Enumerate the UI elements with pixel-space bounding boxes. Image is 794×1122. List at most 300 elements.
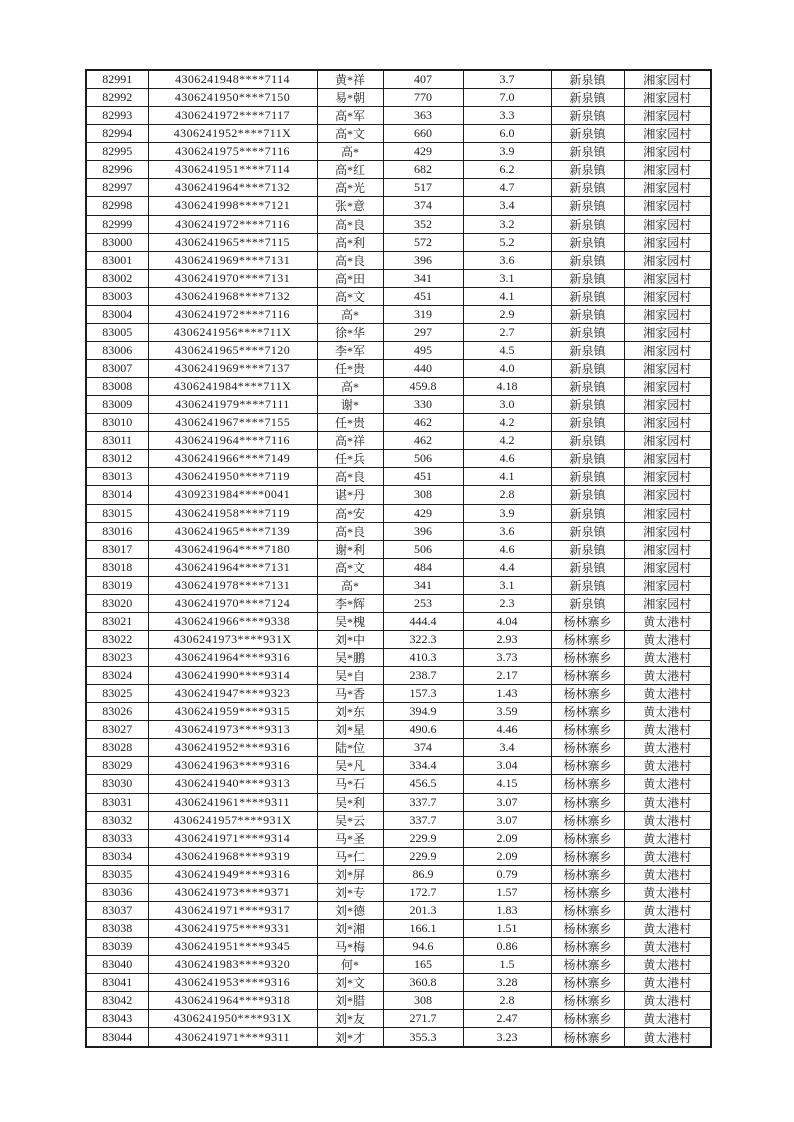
cell-id: 4306241973****9371 [148, 883, 317, 901]
cell-name: 高*良 [317, 251, 383, 269]
cell-town: 新泉镇 [551, 414, 624, 432]
cell-name: 任*贵 [317, 414, 383, 432]
cell-amount: 166.1 [383, 919, 463, 937]
cell-amount: 490.6 [383, 721, 463, 739]
cell-id: 4306241952****711X [148, 125, 317, 143]
cell-name: 谢* [317, 396, 383, 414]
table-row [86, 341, 711, 359]
cell-town: 新泉镇 [551, 269, 624, 287]
cell-id: 4306241990****9314 [148, 667, 317, 685]
cell-village: 湘家园村 [624, 107, 711, 125]
cell-area: 0.79 [463, 865, 551, 883]
cell-serial: 83001 [86, 251, 148, 269]
cell-town: 新泉镇 [551, 576, 624, 594]
cell-name: 谢*利 [317, 540, 383, 558]
cell-id: 4306241952****9316 [148, 739, 317, 757]
cell-area: 4.04 [463, 612, 551, 630]
cell-town: 新泉镇 [551, 107, 624, 125]
cell-serial: 83025 [86, 685, 148, 703]
table-row [86, 757, 711, 775]
cell-town: 杨林寨乡 [551, 793, 624, 811]
cell-serial: 83033 [86, 829, 148, 847]
cell-serial: 83044 [86, 1028, 148, 1047]
table-row [86, 287, 711, 305]
cell-serial: 83032 [86, 811, 148, 829]
cell-village: 湘家园村 [624, 143, 711, 161]
cell-name: 高*文 [317, 287, 383, 305]
cell-name: 李*辉 [317, 594, 383, 612]
cell-town: 杨林寨乡 [551, 721, 624, 739]
cell-name: 高*良 [317, 522, 383, 540]
cell-name: 高*田 [317, 269, 383, 287]
cell-town: 杨林寨乡 [551, 630, 624, 648]
cell-village: 湘家园村 [624, 287, 711, 305]
table-row [86, 630, 711, 648]
table-row [86, 70, 711, 89]
cell-serial: 83012 [86, 450, 148, 468]
table-row [86, 649, 711, 667]
cell-id: 4306241957****931X [148, 811, 317, 829]
cell-serial: 83021 [86, 612, 148, 630]
cell-id: 4306241969****7137 [148, 360, 317, 378]
table-row [86, 89, 711, 107]
cell-village: 湘家园村 [624, 215, 711, 233]
cell-area: 3.6 [463, 251, 551, 269]
cell-id: 4306241998****7121 [148, 197, 317, 215]
cell-serial: 82993 [86, 107, 148, 125]
cell-area: 4.46 [463, 721, 551, 739]
cell-amount: 462 [383, 432, 463, 450]
cell-name: 刘*德 [317, 901, 383, 919]
cell-amount: 506 [383, 540, 463, 558]
cell-name: 高* [317, 305, 383, 323]
cell-name: 吴*槐 [317, 612, 383, 630]
cell-amount: 396 [383, 522, 463, 540]
cell-serial: 83039 [86, 938, 148, 956]
cell-village: 湘家园村 [624, 251, 711, 269]
cell-amount: 157.3 [383, 685, 463, 703]
cell-village: 湘家园村 [624, 89, 711, 107]
cell-amount: 319 [383, 305, 463, 323]
cell-village: 黄太港村 [624, 811, 711, 829]
cell-serial: 83027 [86, 721, 148, 739]
cell-town: 新泉镇 [551, 558, 624, 576]
cell-area: 3.07 [463, 811, 551, 829]
cell-serial: 83041 [86, 974, 148, 992]
cell-village: 湘家园村 [624, 450, 711, 468]
cell-area: 4.5 [463, 341, 551, 359]
cell-town: 新泉镇 [551, 486, 624, 504]
cell-town: 新泉镇 [551, 305, 624, 323]
cell-serial: 83007 [86, 360, 148, 378]
cell-id: 4306241964****9316 [148, 649, 317, 667]
cell-town: 新泉镇 [551, 143, 624, 161]
cell-amount: 394.9 [383, 703, 463, 721]
cell-amount: 410.3 [383, 649, 463, 667]
table-row [86, 992, 711, 1010]
table-row [86, 865, 711, 883]
cell-village: 湘家园村 [624, 594, 711, 612]
cell-town: 新泉镇 [551, 378, 624, 396]
cell-town: 新泉镇 [551, 540, 624, 558]
cell-area: 4.15 [463, 775, 551, 793]
cell-town: 新泉镇 [551, 504, 624, 522]
cell-town: 杨林寨乡 [551, 919, 624, 937]
cell-serial: 83010 [86, 414, 148, 432]
cell-village: 黄太港村 [624, 956, 711, 974]
cell-town: 杨林寨乡 [551, 829, 624, 847]
cell-serial: 83035 [86, 865, 148, 883]
cell-serial: 83016 [86, 522, 148, 540]
table-row [86, 829, 711, 847]
table-row [86, 360, 711, 378]
cell-village: 湘家园村 [624, 378, 711, 396]
cell-town: 杨林寨乡 [551, 649, 624, 667]
cell-area: 2.93 [463, 630, 551, 648]
cell-village: 湘家园村 [624, 305, 711, 323]
cell-id: 4306241967****7155 [148, 414, 317, 432]
cell-amount: 308 [383, 992, 463, 1010]
cell-serial: 83006 [86, 341, 148, 359]
cell-area: 6.0 [463, 125, 551, 143]
table-row [86, 919, 711, 937]
cell-serial: 83040 [86, 956, 148, 974]
cell-village: 湘家园村 [624, 360, 711, 378]
cell-village: 黄太港村 [624, 775, 711, 793]
cell-serial: 82995 [86, 143, 148, 161]
cell-id: 4306241984****711X [148, 378, 317, 396]
cell-serial: 83000 [86, 233, 148, 251]
cell-serial: 83030 [86, 775, 148, 793]
cell-amount: 341 [383, 269, 463, 287]
cell-area: 3.1 [463, 576, 551, 594]
cell-amount: 337.7 [383, 811, 463, 829]
cell-name: 高* [317, 143, 383, 161]
cell-serial: 83005 [86, 323, 148, 341]
cell-amount: 660 [383, 125, 463, 143]
subsidy-table [85, 69, 712, 1048]
cell-town: 杨林寨乡 [551, 883, 624, 901]
cell-serial: 83003 [86, 287, 148, 305]
cell-amount: 271.7 [383, 1010, 463, 1028]
cell-amount: 451 [383, 287, 463, 305]
table-row [86, 612, 711, 630]
table-row [86, 233, 711, 251]
cell-amount: 440 [383, 360, 463, 378]
cell-village: 湘家园村 [624, 396, 711, 414]
table-row [86, 703, 711, 721]
cell-village: 湘家园村 [624, 522, 711, 540]
cell-village: 湘家园村 [624, 323, 711, 341]
cell-serial: 82994 [86, 125, 148, 143]
cell-amount: 456.5 [383, 775, 463, 793]
table-row [86, 974, 711, 992]
cell-serial: 83042 [86, 992, 148, 1010]
cell-area: 3.59 [463, 703, 551, 721]
cell-name: 刘*屏 [317, 865, 383, 883]
cell-amount: 352 [383, 215, 463, 233]
cell-village: 黄太港村 [624, 919, 711, 937]
cell-village: 湘家园村 [624, 125, 711, 143]
table-row [86, 323, 711, 341]
cell-amount: 94.6 [383, 938, 463, 956]
cell-serial: 83002 [86, 269, 148, 287]
cell-id: 4306241953****9316 [148, 974, 317, 992]
cell-amount: 444.4 [383, 612, 463, 630]
cell-name: 高*文 [317, 125, 383, 143]
cell-id: 4306241947****9323 [148, 685, 317, 703]
cell-name: 徐*华 [317, 323, 383, 341]
cell-id: 4306241948****7114 [148, 70, 317, 89]
cell-id: 4306241961****9311 [148, 793, 317, 811]
cell-area: 1.57 [463, 883, 551, 901]
cell-town: 杨林寨乡 [551, 757, 624, 775]
cell-serial: 83026 [86, 703, 148, 721]
cell-id: 4309231984****0041 [148, 486, 317, 504]
cell-town: 新泉镇 [551, 323, 624, 341]
cell-village: 湘家园村 [624, 269, 711, 287]
cell-id: 4306241950****7150 [148, 89, 317, 107]
cell-area: 5.2 [463, 233, 551, 251]
cell-town: 杨林寨乡 [551, 938, 624, 956]
cell-amount: 330 [383, 396, 463, 414]
cell-amount: 429 [383, 143, 463, 161]
cell-area: 1.43 [463, 685, 551, 703]
cell-id: 4306241972****7116 [148, 215, 317, 233]
cell-town: 新泉镇 [551, 468, 624, 486]
cell-area: 1.5 [463, 956, 551, 974]
cell-town: 新泉镇 [551, 287, 624, 305]
table-row [86, 396, 711, 414]
cell-area: 3.28 [463, 974, 551, 992]
cell-village: 湘家园村 [624, 161, 711, 179]
cell-village: 黄太港村 [624, 649, 711, 667]
table-row [86, 504, 711, 522]
cell-town: 新泉镇 [551, 341, 624, 359]
cell-name: 刘*东 [317, 703, 383, 721]
cell-id: 4306241968****9319 [148, 847, 317, 865]
cell-serial: 83009 [86, 396, 148, 414]
cell-amount: 484 [383, 558, 463, 576]
cell-village: 黄太港村 [624, 630, 711, 648]
table-row [86, 775, 711, 793]
table-row [86, 667, 711, 685]
cell-amount: 337.7 [383, 793, 463, 811]
cell-area: 6.2 [463, 161, 551, 179]
cell-name: 任*兵 [317, 450, 383, 468]
cell-town: 杨林寨乡 [551, 703, 624, 721]
cell-village: 湘家园村 [624, 540, 711, 558]
cell-id: 4306241951****7114 [148, 161, 317, 179]
cell-village: 黄太港村 [624, 992, 711, 1010]
cell-area: 3.04 [463, 757, 551, 775]
cell-name: 任*贵 [317, 360, 383, 378]
table-row [86, 143, 711, 161]
table-row [86, 811, 711, 829]
table-row [86, 1028, 711, 1047]
table-row [86, 956, 711, 974]
cell-village: 黄太港村 [624, 703, 711, 721]
cell-amount: 297 [383, 323, 463, 341]
cell-town: 新泉镇 [551, 161, 624, 179]
cell-id: 4306241971****9311 [148, 1028, 317, 1047]
cell-area: 2.47 [463, 1010, 551, 1028]
cell-area: 4.0 [463, 360, 551, 378]
cell-serial: 83014 [86, 486, 148, 504]
cell-serial: 83038 [86, 919, 148, 937]
cell-area: 4.6 [463, 450, 551, 468]
cell-town: 新泉镇 [551, 179, 624, 197]
cell-serial: 83017 [86, 540, 148, 558]
cell-id: 4306241964****7180 [148, 540, 317, 558]
cell-name: 马*梅 [317, 938, 383, 956]
cell-serial: 83020 [86, 594, 148, 612]
cell-area: 3.07 [463, 793, 551, 811]
table-row [86, 414, 711, 432]
cell-id: 4306241956****711X [148, 323, 317, 341]
table-row [86, 576, 711, 594]
cell-id: 4306241971****9314 [148, 829, 317, 847]
cell-area: 0.86 [463, 938, 551, 956]
cell-town: 杨林寨乡 [551, 775, 624, 793]
cell-serial: 83008 [86, 378, 148, 396]
cell-village: 湘家园村 [624, 233, 711, 251]
cell-name: 刘*中 [317, 630, 383, 648]
cell-town: 新泉镇 [551, 251, 624, 269]
cell-village: 湘家园村 [624, 197, 711, 215]
cell-amount: 495 [383, 341, 463, 359]
cell-area: 4.18 [463, 378, 551, 396]
cell-area: 3.0 [463, 396, 551, 414]
table-row [86, 847, 711, 865]
cell-name: 高*良 [317, 215, 383, 233]
cell-amount: 360.8 [383, 974, 463, 992]
cell-id: 4306241964****7132 [148, 179, 317, 197]
cell-amount: 229.9 [383, 829, 463, 847]
cell-town: 新泉镇 [551, 522, 624, 540]
table-row [86, 197, 711, 215]
cell-village: 湘家园村 [624, 341, 711, 359]
cell-name: 陆*位 [317, 739, 383, 757]
cell-village: 湘家园村 [624, 179, 711, 197]
cell-id: 4306241972****7116 [148, 305, 317, 323]
table-row [86, 901, 711, 919]
cell-village: 湘家园村 [624, 468, 711, 486]
table-row [86, 1010, 711, 1028]
cell-name: 吴*鹏 [317, 649, 383, 667]
cell-id: 4306241965****7115 [148, 233, 317, 251]
cell-town: 杨林寨乡 [551, 685, 624, 703]
cell-area: 3.4 [463, 739, 551, 757]
cell-area: 2.8 [463, 992, 551, 1010]
cell-serial: 83022 [86, 630, 148, 648]
cell-area: 3.3 [463, 107, 551, 125]
cell-amount: 374 [383, 197, 463, 215]
cell-village: 黄太港村 [624, 865, 711, 883]
cell-town: 杨林寨乡 [551, 1028, 624, 1047]
cell-village: 黄太港村 [624, 793, 711, 811]
cell-amount: 165 [383, 956, 463, 974]
table-row [86, 938, 711, 956]
cell-name: 高*良 [317, 468, 383, 486]
cell-name: 高*红 [317, 161, 383, 179]
table-row [86, 450, 711, 468]
table-row [86, 179, 711, 197]
cell-town: 新泉镇 [551, 70, 624, 89]
cell-area: 7.0 [463, 89, 551, 107]
cell-name: 刘*星 [317, 721, 383, 739]
cell-town: 杨林寨乡 [551, 865, 624, 883]
cell-name: 高*军 [317, 107, 383, 125]
cell-area: 2.09 [463, 829, 551, 847]
cell-id: 4306241964****7116 [148, 432, 317, 450]
cell-area: 4.6 [463, 540, 551, 558]
cell-area: 4.7 [463, 179, 551, 197]
cell-id: 4306241963****9316 [148, 757, 317, 775]
cell-id: 4306241965****7120 [148, 341, 317, 359]
cell-town: 杨林寨乡 [551, 901, 624, 919]
cell-name: 吴*凡 [317, 757, 383, 775]
cell-serial: 83013 [86, 468, 148, 486]
cell-amount: 396 [383, 251, 463, 269]
cell-id: 4306241964****7131 [148, 558, 317, 576]
cell-area: 2.09 [463, 847, 551, 865]
cell-amount: 86.9 [383, 865, 463, 883]
cell-id: 4306241972****7117 [148, 107, 317, 125]
cell-town: 新泉镇 [551, 396, 624, 414]
cell-amount: 682 [383, 161, 463, 179]
cell-serial: 82992 [86, 89, 148, 107]
cell-id: 4306241975****9331 [148, 919, 317, 937]
cell-village: 黄太港村 [624, 612, 711, 630]
cell-area: 3.23 [463, 1028, 551, 1047]
cell-amount: 363 [383, 107, 463, 125]
cell-id: 4306241966****7149 [148, 450, 317, 468]
cell-amount: 770 [383, 89, 463, 107]
cell-village: 黄太港村 [624, 974, 711, 992]
cell-amount: 451 [383, 468, 463, 486]
cell-id: 4306241983****9320 [148, 956, 317, 974]
cell-village: 黄太港村 [624, 739, 711, 757]
cell-town: 杨林寨乡 [551, 847, 624, 865]
cell-id: 4306241940****9313 [148, 775, 317, 793]
cell-id: 4306241968****7132 [148, 287, 317, 305]
cell-area: 2.8 [463, 486, 551, 504]
cell-town: 新泉镇 [551, 197, 624, 215]
cell-village: 黄太港村 [624, 685, 711, 703]
cell-town: 新泉镇 [551, 594, 624, 612]
table-row [86, 721, 711, 739]
cell-id: 4306241950****7119 [148, 468, 317, 486]
table-row [86, 107, 711, 125]
cell-village: 黄太港村 [624, 757, 711, 775]
cell-id: 4306241950****931X [148, 1010, 317, 1028]
cell-area: 3.2 [463, 215, 551, 233]
cell-id: 4306241958****7119 [148, 504, 317, 522]
cell-area: 4.2 [463, 432, 551, 450]
table-row [86, 269, 711, 287]
cell-area: 4.4 [463, 558, 551, 576]
cell-name: 马*圣 [317, 829, 383, 847]
table-row [86, 540, 711, 558]
cell-amount: 238.7 [383, 667, 463, 685]
cell-amount: 459.8 [383, 378, 463, 396]
cell-id: 4306241949****9316 [148, 865, 317, 883]
cell-area: 2.9 [463, 305, 551, 323]
cell-area: 3.1 [463, 269, 551, 287]
cell-area: 3.9 [463, 143, 551, 161]
cell-amount: 322.3 [383, 630, 463, 648]
